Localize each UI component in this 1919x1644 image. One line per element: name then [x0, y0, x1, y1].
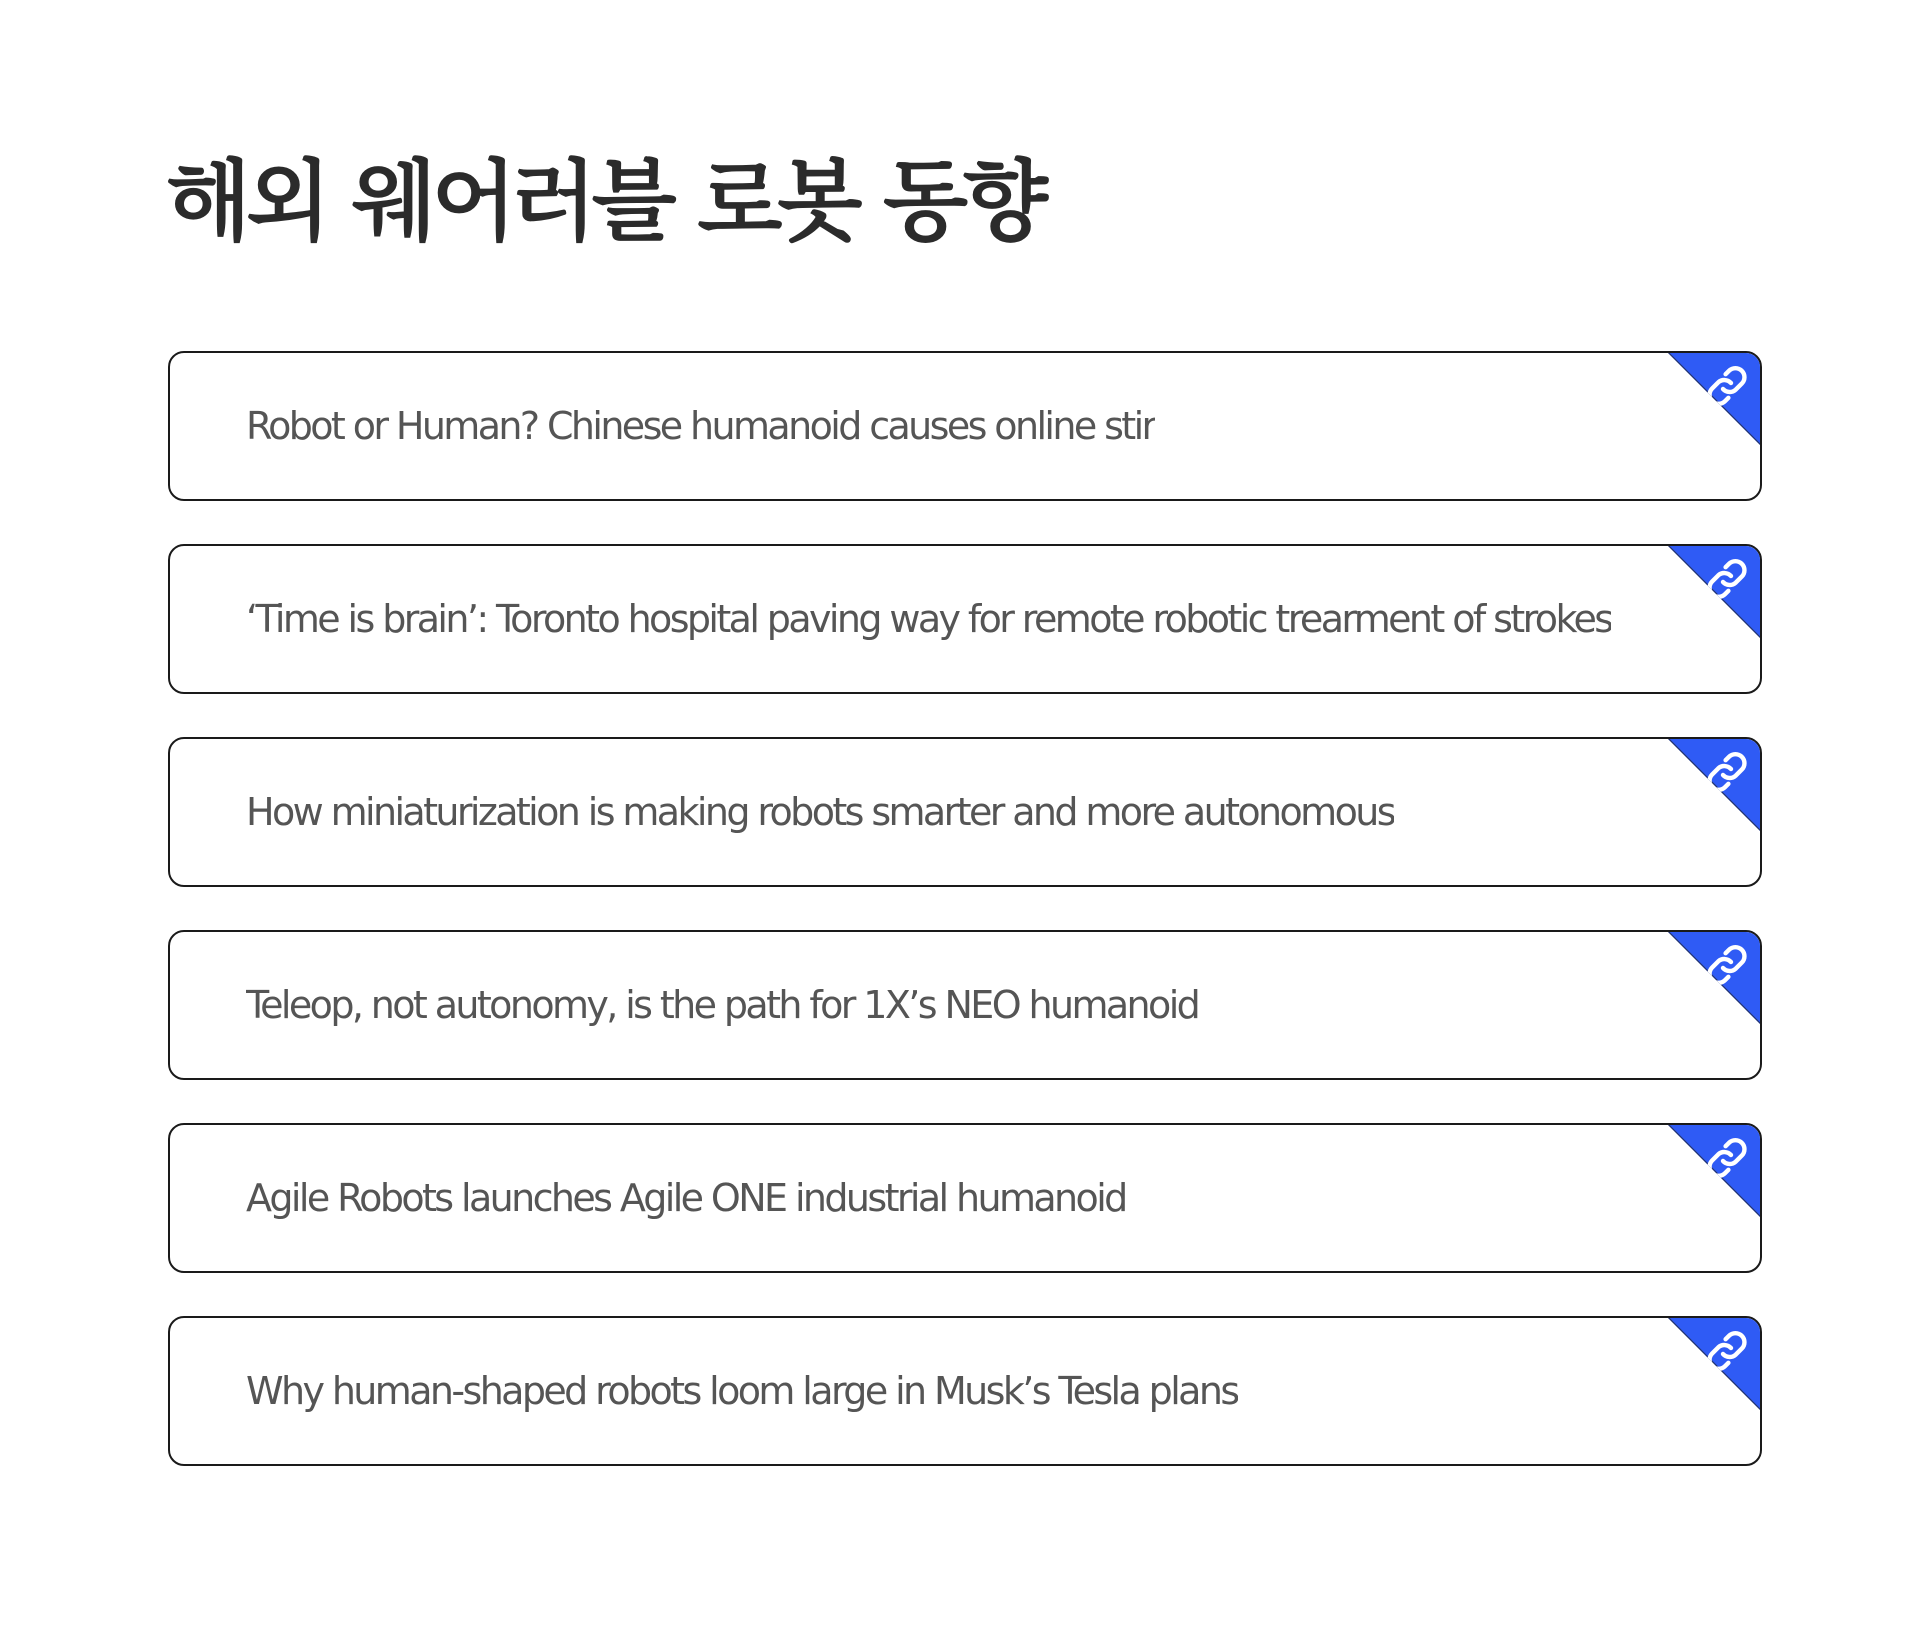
- news-item-title: Teleop, not autonomy, is the path for 1X’s NEO humanoid: [246, 983, 1199, 1027]
- news-item[interactable]: [168, 1316, 1762, 1466]
- link-corner-badge[interactable]: [1667, 1124, 1761, 1218]
- news-item-title: How miniaturization is making robots smarter and more autonomous: [246, 790, 1394, 834]
- link-icon: [1703, 748, 1751, 796]
- news-item-title: ‘Time is brain’: Toronto hospital paving way for remote robotic trearment of strokes: [246, 597, 1612, 641]
- link-icon: [1703, 362, 1751, 410]
- link-corner-badge[interactable]: [1667, 545, 1761, 639]
- news-item-title: Agile Robots launches Agile ONE industrial humanoid: [246, 1176, 1126, 1220]
- link-corner-badge[interactable]: [1667, 738, 1761, 832]
- news-item[interactable]: [168, 544, 1762, 694]
- news-item-title: Why human-shaped robots loom large in Musk’s Tesla plans: [246, 1369, 1238, 1413]
- link-icon: [1703, 1327, 1751, 1375]
- link-icon: [1703, 1134, 1751, 1182]
- link-corner-badge[interactable]: [1667, 931, 1761, 1025]
- news-item[interactable]: [168, 1123, 1762, 1273]
- link-icon: [1703, 941, 1751, 989]
- news-item[interactable]: [168, 930, 1762, 1080]
- news-item[interactable]: [168, 737, 1762, 887]
- link-corner-badge[interactable]: [1667, 352, 1761, 446]
- link-corner-badge[interactable]: [1667, 1317, 1761, 1411]
- link-icon: [1703, 555, 1751, 603]
- news-item-title: Robot or Human? Chinese humanoid causes online stir: [246, 404, 1155, 448]
- news-item[interactable]: [168, 351, 1762, 501]
- page-title: 해외 웨어러블 로봇 동향: [166, 150, 1043, 253]
- news-list: [168, 351, 1762, 1466]
